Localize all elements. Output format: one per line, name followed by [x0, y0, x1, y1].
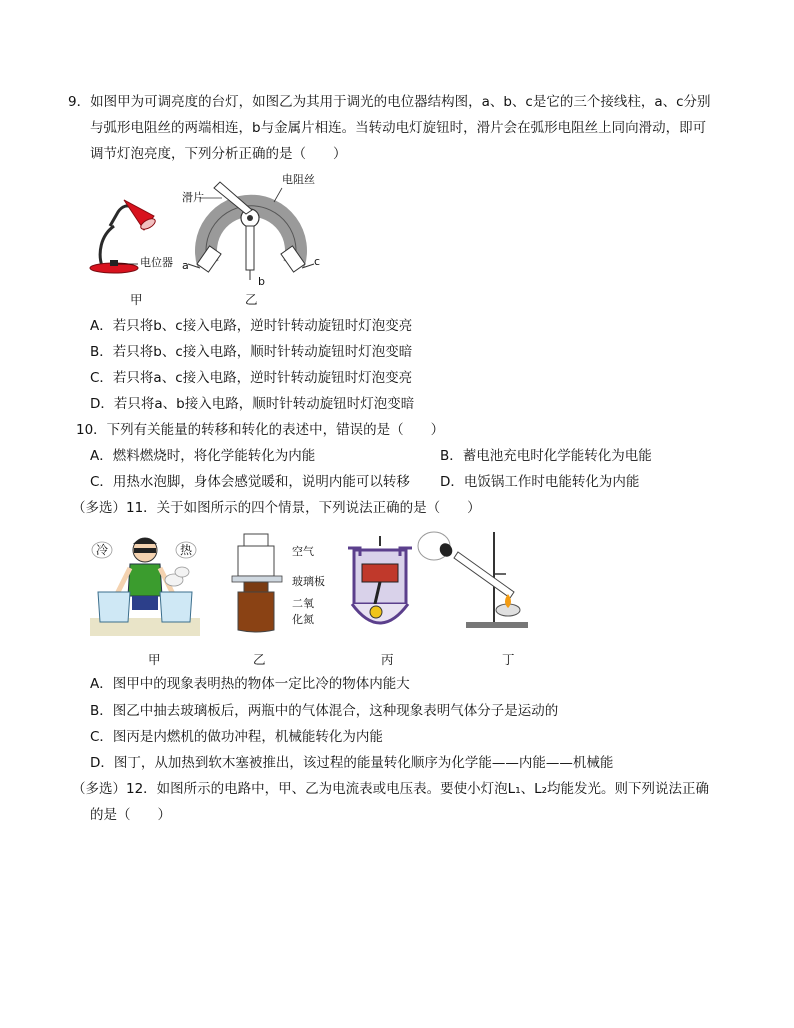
q10-option-a: A．燃料燃烧时，将化学能转化为内能	[90, 448, 316, 464]
no2-label-line2: 化氮	[292, 613, 314, 626]
no2-label-line1: 二氧	[292, 597, 314, 610]
q11-caption-yi: 乙	[253, 652, 266, 667]
q9-option-c: C．若只将a、c接入电路，逆时针转动旋钮时灯泡变亮	[90, 370, 413, 386]
glass-plate-label: 玻璃板	[292, 575, 325, 588]
q9-option-a: A．若只将b、c接入电路，逆时针转动旋钮时灯泡变亮	[90, 318, 413, 334]
potentiometer-label: 电位器	[140, 256, 173, 269]
q9-stem-line-3: 调节灯泡亮度，下列分析正确的是（ ）	[90, 146, 347, 162]
test-tube-heating-figure	[414, 528, 534, 636]
q11-option-c: C．图丙是内燃机的做功冲程，机械能转化为内能	[90, 729, 383, 745]
q9-option-b: B．若只将b、c接入电路，顺时针转动旋钮时灯泡变暗	[90, 344, 413, 360]
cold-label: 冷	[96, 543, 109, 557]
terminal-c-label: c	[314, 255, 321, 268]
q9-stem-line-1: 9．如图甲为可调亮度的台灯，如图乙为其用于调光的电位器结构图，a、b、c是它的三个接线柱，a、c分别	[68, 94, 711, 110]
q9-option-d: D．若只将a、b接入电路，顺时针转动旋钮时灯泡变暗	[90, 396, 415, 412]
air-label: 空气	[292, 545, 314, 558]
q12-stem-line-1: （多选）12．如图所示的电路中，甲、乙为电流表或电压表。要使小灯泡L₁、L₂均能发光。则下列说法正确	[72, 781, 710, 797]
q10-option-d: D．电饭锅工作时电能转化为内能	[440, 474, 640, 490]
q9-stem-line-2: 与弧形电阻丝的两端相连，b与金属片相连。当转动电灯旋钮时，滑片会在弧形电阻丝上同向滑动，即可	[90, 120, 707, 136]
q11-option-d: D．图丁，从加热到软木塞被推出，该过程的能量转化顺序为化学能——内能——机械能	[90, 755, 614, 771]
hot-label: 热	[180, 543, 193, 557]
terminal-a-label: a	[182, 259, 189, 272]
terminal-b-label: b	[258, 275, 265, 288]
q11-caption-bing: 丙	[381, 652, 394, 667]
resistance-wire-label: 电阻丝	[282, 173, 315, 186]
q11-option-b: B．图乙中抽去玻璃板后，两瓶中的气体混合，这种现象表明气体分子是运动的	[90, 703, 559, 719]
q11-option-a: A．图甲中的现象表明热的物体一定比冷的物体内能大	[90, 676, 410, 692]
engine-cylinder-figure	[344, 534, 416, 638]
q10-option-c: C．用热水泡脚，身体会感觉暖和，说明内能可以转移	[90, 474, 410, 490]
slider-label: 滑片	[182, 191, 204, 204]
q9-caption-jia: 甲	[130, 292, 143, 307]
q10-stem: 10．下列有关能量的转移和转化的表述中，错误的是（ ）	[76, 422, 445, 438]
q11-stem: （多选）11．关于如图所示的四个情景，下列说法正确的是（ ）	[72, 500, 481, 516]
q12-stem-line-2: 的是（ ）	[90, 807, 171, 823]
q11-caption-jia: 甲	[148, 652, 161, 667]
gas-diffusion-figure	[230, 530, 290, 638]
q9-caption-yi: 乙	[245, 292, 258, 307]
q10-option-b: B．蓄电池充电时化学能转化为电能	[440, 448, 652, 464]
q11-caption-ding: 丁	[502, 652, 515, 667]
